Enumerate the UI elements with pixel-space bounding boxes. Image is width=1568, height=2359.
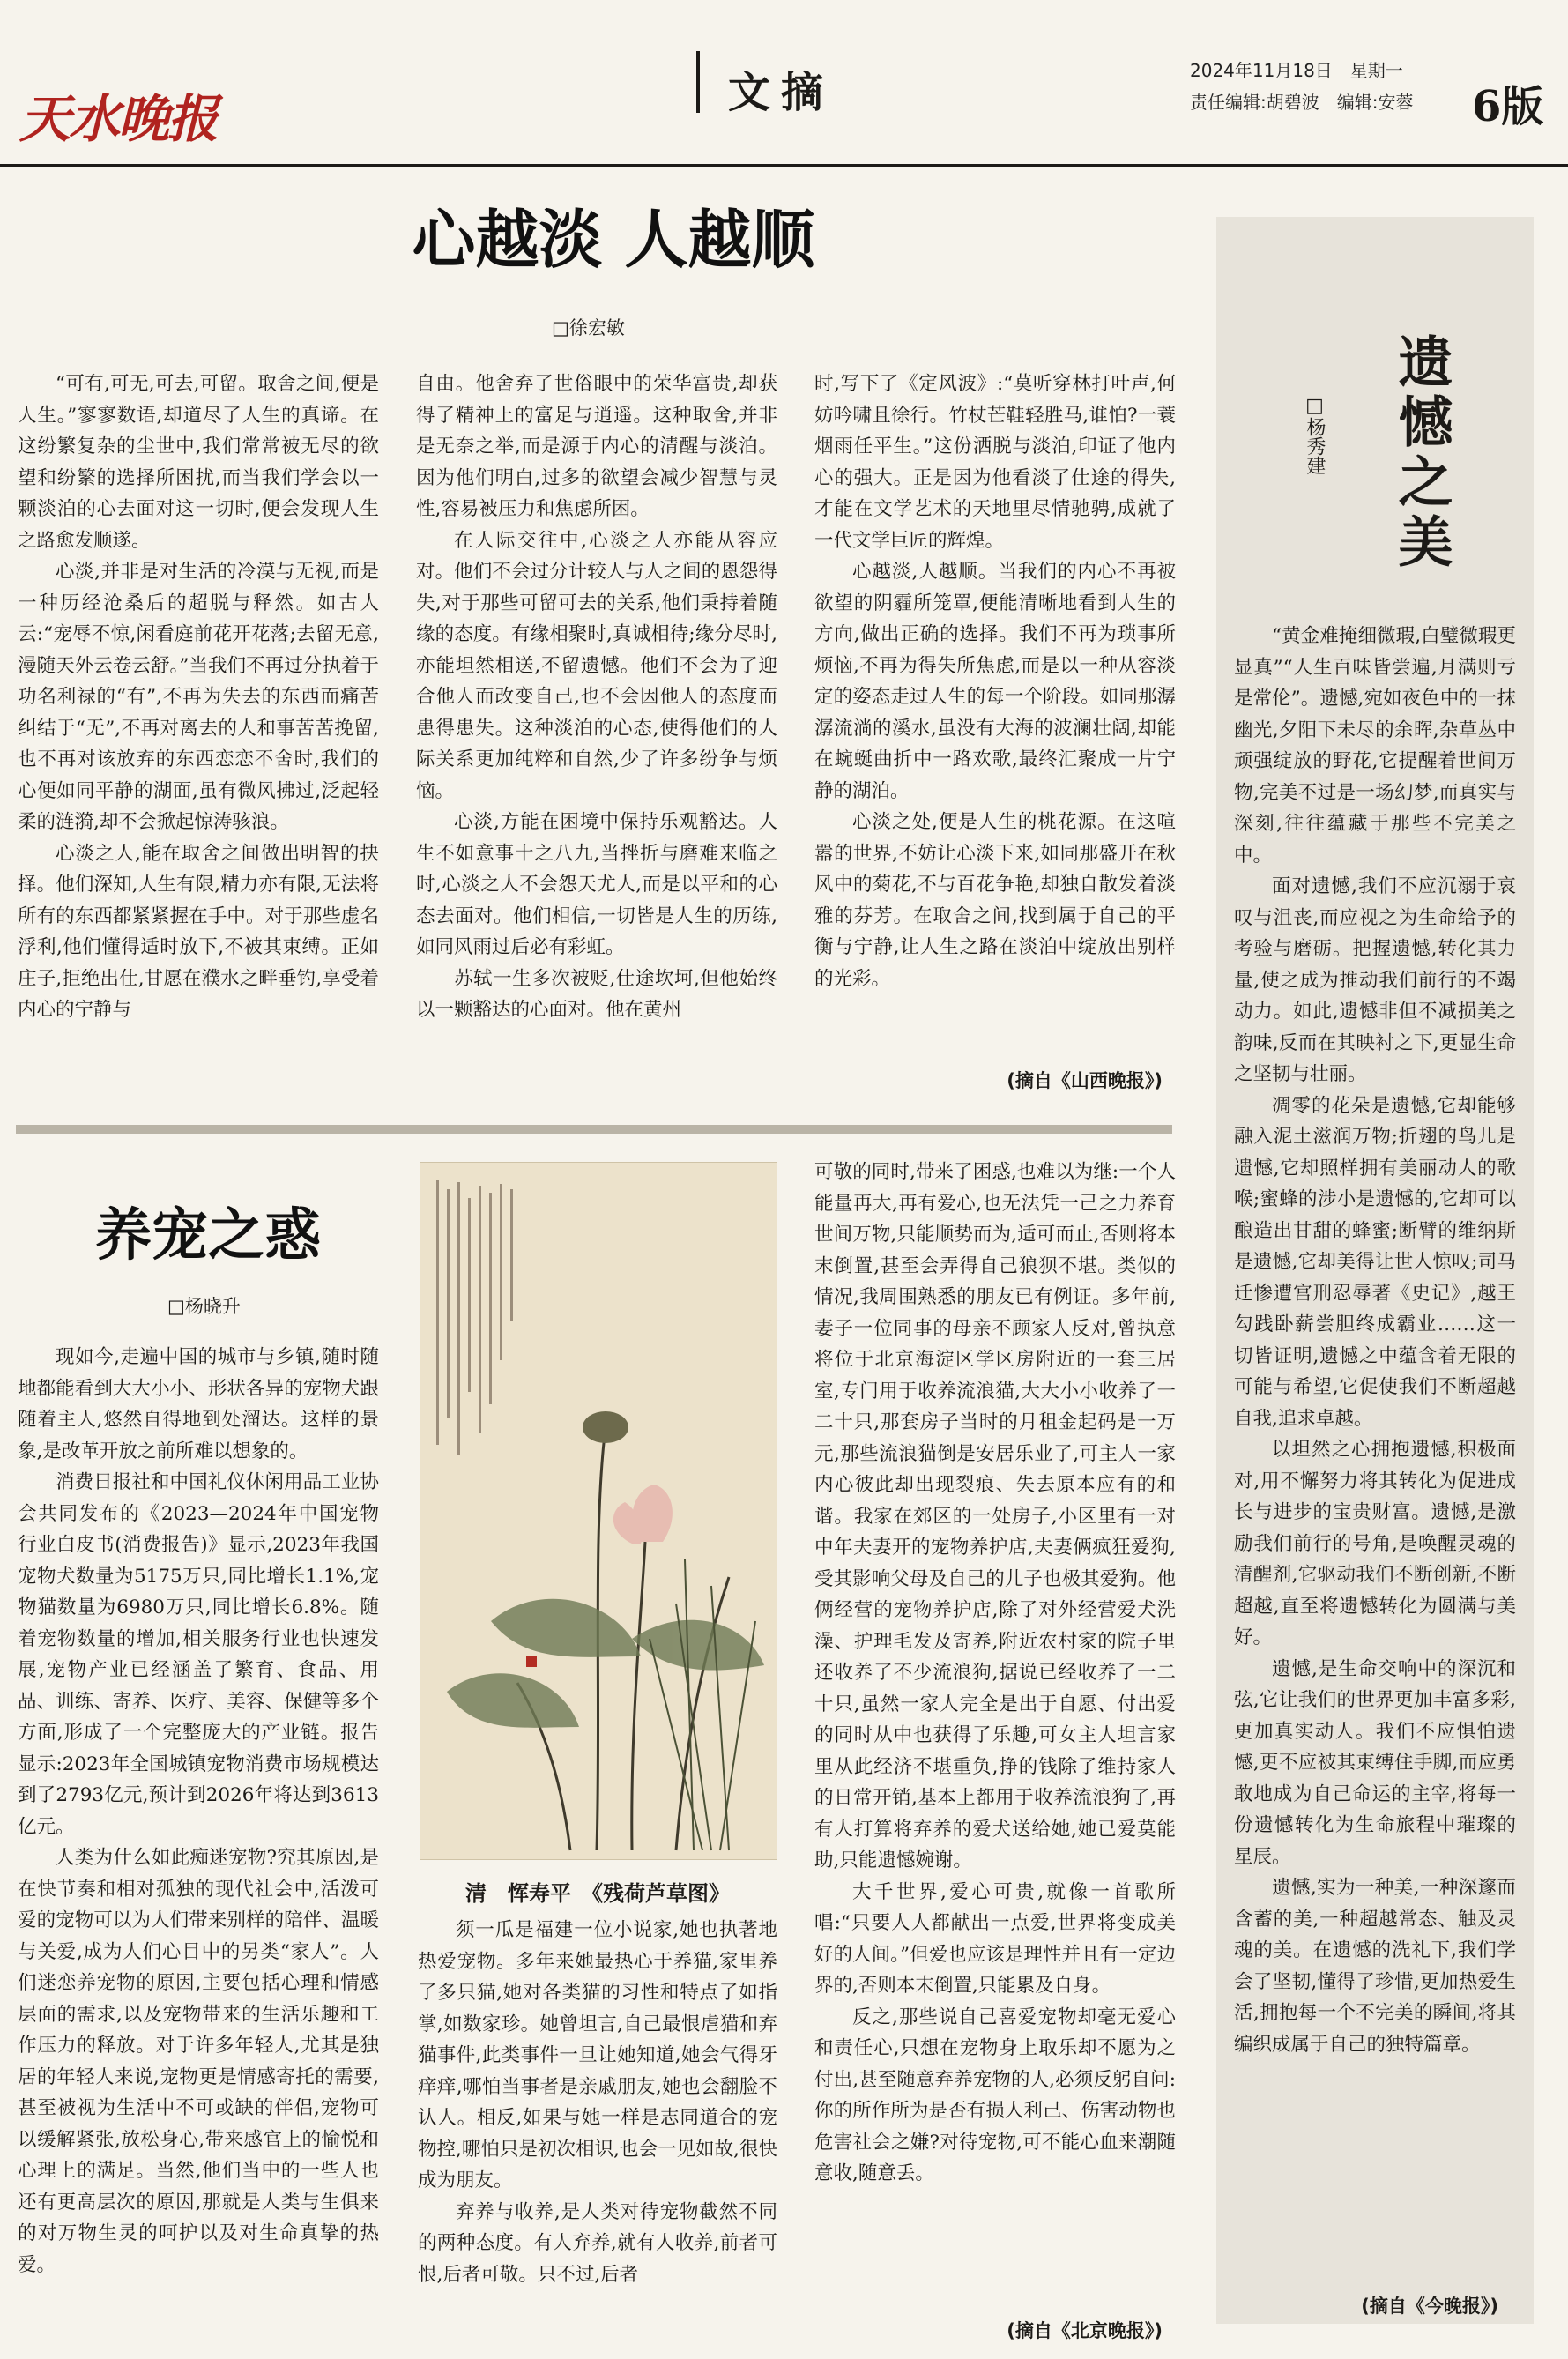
- article1-column-3: [814, 368, 1176, 994]
- paragraph: 须一瓜是福建一位小说家,她也执著地热爱宠物。多年来她最热心于养猫,家里养了多只猫,她对各类猫的习性和特点了如指掌,如数家珍。她曾坦言,自己最恨虐猫和弃猫事件,此类事件一旦让她知道,她会气得牙痒痒,哪怕当事者是亲戚朋友,她也会翻脸不认人。相反,如果与她一样是志同道合的宠物控,哪怕只是初次相识,也会一见如故,很快成为朋友。: [418, 1919, 777, 2192]
- paragraph: 以坦然之心拥抱遗憾,积极面对,用不懈努力将其转化为促进成长与进步的宝贵财富。遗憾,是激励我们前行的号角,是唤醒灵魂的清醒剂,它驱动我们不断创新,不断超越,直至将遗憾转化为圆满与美好。: [1234, 1439, 1516, 1648]
- painting-caption: 清 恽寿平 《残荷芦草图》: [465, 1881, 730, 1906]
- sidebar-author: □杨秀建: [1304, 395, 1326, 475]
- paragraph: 现如今,走遍中国的城市与乡镇,随时随地都能看到大大小小、形状各异的宠物犬跟随着主人,悠然自得地到处溜达。这样的景象,是改革开放之前所难以想象的。: [18, 1346, 379, 1462]
- article2-source: (摘自《北京晚报》): [1007, 2320, 1163, 2341]
- paragraph: 遗憾,实为一种美,一种深邃而含蓄的美,一种超越常态、触及灵魂的美。在遗憾的洗礼下,我们学会了坚韧,懂得了珍惜,更加热爱生活,拥抱每一个不完美的瞬间,将其编织成属于自己的独特篇章。: [1234, 1877, 1516, 2056]
- paragraph: 心淡,方能在困境中保持乐观豁达。人生不如意事十之八九,当挫折与磨难来临之时,心淡之人不会怨天尤人,而是以平和的心态去面对。他们相信,一切皆是人生的历练,如同风雨过后必有彩虹。: [416, 811, 777, 958]
- masthead-logo: 天水晚报: [19, 89, 218, 149]
- paragraph: “可有,可无,可去,可留。取舍之间,便是人生。”寥寥数语,却道尽了人生的真谛。在这纷繁复杂的尘世中,我们常常被无尽的欲望和纷繁的选择所困扰,而当我们学会以一颗淡泊的心去面对这一切时,便会发现人生之路愈发顺遂。: [18, 373, 379, 552]
- article1-column-1: [18, 368, 379, 1026]
- date-line: 2024年11月18日 星期一: [1190, 60, 1403, 81]
- paragraph: 弃养与收养,是人类对待宠物截然不同的两种态度。有人弃养,就有人收养,前者可恨,后者可敬。只不过,后者: [418, 2200, 777, 2286]
- paragraph: 面对遗憾,我们不应沉溺于哀叹与沮丧,而应视之为生命给予的考验与磨砺。把握遗憾,转化其力量,使之成为推动我们前行的不竭动力。如此,遗憾非但不减损美之韵味,反而在其映衬之下,更显生命之坚韧与壮丽。: [1234, 875, 1516, 1085]
- article2-author: □杨晓升: [167, 1296, 241, 1317]
- paragraph: 消费日报社和中国礼仪休闲用品工业协会共同发布的《2023—2024年中国宠物行业白皮书(消费报告)》显示,2023年我国宠物犬数量为5175万只,同比增长1.1%,宠物猫数量为6980万只,同比增长6.8%。随着宠物数量的增加,相关服务行业也快速发展,宠物产业已经涵盖了繁育、食品、用品、训练、寄养、医疗、美容、保健等多个方面,形成了一个完整庞大的产业链。报告显示:2023年全国城镇宠物消费市场规模达到了2793亿元,预计到2026年将达到3613亿元。: [18, 1471, 379, 1838]
- paragraph: 自由。他舍弃了世俗眼中的荣华富贵,却获得了精神上的富足与逍遥。这种取舍,并非是无奈之举,而是源于内心的清醒与淡泊。因为他们明白,过多的欲望会减少智慧与灵性,容易被压力和焦虑所困。: [416, 373, 777, 520]
- paragraph: 反之,那些说自己喜爱宠物却毫无爱心和责任心,只想在宠物身上取乐却不愿为之付出,甚至随意弃养宠物的人,必须反躬自问:你的所作所为是否有损人利己、伤害动物也危害社会之嫌?对待宠物,可不能心血来潮随意收,随意丢。: [814, 2006, 1176, 2184]
- editors-line: 责任编辑:胡碧波 编辑:安蓉: [1190, 92, 1414, 113]
- lotus-reeds-illustration: [420, 1163, 777, 1859]
- masthead-rule: [0, 164, 1568, 167]
- article1-author: □徐宏敏: [552, 317, 625, 339]
- paragraph: 心淡之处,便是人生的桃花源。在这喧嚣的世界,不妨让心淡下来,如同那盛开在秋风中的菊花,不与百花争艳,却独自散发着淡雅的芬芳。在取舍之间,找到属于自己的平衡与宁静,让人生之路在淡泊中绽放出别样的光彩。: [814, 811, 1176, 990]
- sidebar-column: [1234, 621, 1516, 2060]
- page-number: 6版: [1472, 82, 1544, 131]
- paragraph: 凋零的花朵是遗憾,它却能够融入泥土滋润万物;折翅的鸟儿是遗憾,它却照样拥有美丽动人的歌喉;蜜蜂的涉小是遗憾的,它却可以酿造出甘甜的蜂蜜;断臂的维纳斯是遗憾,它却美得让世人惊叹;司马迁惨遭宫刑忍辱著《史记》,越王勾践卧薪尝胆终成霸业……这一切皆证明,遗憾之中蕴含着无限的可能与希望,它促使我们不断超越自我,追求卓越。: [1234, 1094, 1516, 1430]
- section-title: 文摘: [728, 68, 835, 117]
- article1-column-2: [416, 368, 777, 1026]
- lotus-painting-image: [420, 1162, 777, 1860]
- sidebar-title: 遗憾之美: [1389, 333, 1453, 573]
- paragraph: 时,写下了《定风波》:“莫听穿林打叶声,何妨吟啸且徐行。竹杖芒鞋轻胜马,谁怕?一蓑烟雨任平生。”这份洒脱与淡泊,印证了他内心的强大。正是因为他看淡了仕途的得失,才能在文学艺术的天地里尽情驰骋,成就了一代文学巨匠的辉煌。: [814, 373, 1176, 552]
- paragraph: 遗憾,是生命交响中的深沉和弦,它让我们的世界更加丰富多彩,更加真实动人。我们不应惧怕遗憾,更不应被其束缚住手脚,而应勇敢地成为自己命运的主宰,将每一份遗憾转化为生命旅程中璀璨的星辰。: [1234, 1657, 1516, 1868]
- paragraph: 可敬的同时,带来了困惑,也难以为继:一个人能量再大,再有爱心,也无法凭一己之力养育世间万物,只能顺势而为,适可而止,否则将本末倒置,甚至会弄得自己狼狈不堪。类似的情况,我周围熟悉的朋友已有例证。多年前,妻子一位同事的母亲不顾家人反对,曾执意将位于北京海淀区学区房附近的一套三居室,专门用于收养流浪猫,大大小小收养了一二十只,那套房子当时的月租金起码是一万元,那些流浪猫倒是安居乐业了,可主人一家内心彼此却出现裂痕、失去原本应有的和谐。我家在郊区的一处房子,小区里有一对中年夫妻开的宠物养护店,夫妻俩疯狂爱狗,受其影响父母及自己的儿子也极其爱狗。他俩经营的宠物养护店,除了对外经营爱犬洗澡、护理毛发及寄养,附近农村家的院子里还收养了不少流浪狗,据说已经收养了一二十只,虽然一家人完全是出于自愿、付出爱的同时从中也获得了乐趣,可女主人坦言家里从此经济不堪重负,挣的钱除了维持家人的日常开销,基本上都用于收养流浪狗了,再有人打算将弃养的爱犬送给她,她已爱莫能助,只能遗憾婉谢。: [814, 1161, 1176, 1872]
- paragraph: 心淡,并非是对生活的冷漠与无视,而是一种历经沧桑后的超脱与释然。如古人云:“宠辱不惊,闲看庭前花开花落;去留无意,漫随天外云卷云舒。”当我们不再过分执着于功名利禄的“有”,不再为失去的东西而痛苦纠结于“无”,不再对离去的人和事苦苦挽留,也不再对该放弃的东西恋恋不舍时,我们的心便如同平静的湖面,虽有微风拂过,泛起轻柔的涟漪,却不会掀起惊涛骇浪。: [18, 561, 379, 833]
- paragraph: “黄金难掩细微瑕,白璧微瑕更显真”“人生百味皆尝遍,月满则亏是常伦”。遗憾,宛如夜色中的一抹幽光,夕阳下未尽的余晖,杂草丛中顽强绽放的野花,它提醒着世间万物,完美不过是一场幻梦,而真实与深刻,往往蕴藏于那些不完美之中。: [1234, 625, 1516, 867]
- seal-mark: [526, 1656, 537, 1667]
- article1-source: (摘自《山西晚报》): [1007, 1070, 1163, 1091]
- paragraph: 心越淡,人越顺。当我们的内心不再被欲望的阴霾所笼罩,便能清晰地看到人生的方向,做出正确的选择。我们不再为琐事所烦恼,不再为得失所焦虑,而是以一种从容淡定的姿态走过人生的每一个阶段。如同那潺潺流淌的溪水,虽没有大海的波澜壮阔,却能在蜿蜒曲折中一路欢歌,最终汇聚成一片宁静的湖泊。: [814, 561, 1176, 802]
- section-divider-bar: [16, 1125, 1172, 1134]
- paragraph: 大千世界,爱心可贵,就像一首歌所唱:“只要人人都献出一点爱,世界将变成美好的人间。”但爱也应该是理性并且有一定边界的,否则本末倒置,只能累及自身。: [814, 1880, 1176, 1997]
- paragraph: 人类为什么如此痴迷宠物?究其原因,是在快节奏和相对孤独的现代社会中,活泼可爱的宠物可以为人们带来别样的陪伴、温暖与关爱,成为人们心目中的另类“家人”。人们迷恋养宠物的原因,主要包括心理和情感层面的需求,以及宠物带来的生活乐趣和工作压力的释放。对于许多年轻人,尤其是独居的年轻人来说,宠物更是情感寄托的需要,甚至被视为生活中不可或缺的伴侣,宠物可以缓解紧张,放松身心,带来感官上的愉悦和心理上的满足。当然,他们当中的一些人也还有更高层次的原因,那就是人类与生俱来的对万物生灵的呵护以及对生命真挚的热爱。: [18, 1847, 379, 2276]
- article2-column-2: [418, 1915, 777, 2290]
- article2-title: 养宠之惑: [95, 1202, 321, 1269]
- article2-column-3: [814, 1157, 1176, 2190]
- article2-column-1: [18, 1342, 379, 2281]
- paragraph: 苏轼一生多次被贬,仕途坎坷,但他始终以一颗豁达的心面对。他在黄州: [416, 967, 777, 1021]
- sidebar-source: (摘自《今晚报》): [1361, 2296, 1498, 2317]
- paragraph: 心淡之人,能在取舍之间做出明智的抉择。他们深知,人生有限,精力亦有限,无法将所有的东西都紧紧握在手中。对于那些虚名浮利,他们懂得适时放下,不被其束缚。正如庄子,拒绝出仕,甘愿在濮水之畔垂钓,享受着内心的宁静与: [18, 842, 379, 1021]
- paragraph: 在人际交往中,心淡之人亦能从容应对。他们不会过分计较人与人之间的恩怨得失,对于那些可留可去的关系,他们秉持着随缘的态度。有缘相聚时,真诚相待;缘分尽时,亦能坦然相送,不留遗憾。他们不会为了迎合他人而改变自己,也不会因他人的态度而患得患失。这种淡泊的心态,使得他们的人际关系更加纯粹和自然,少了许多纷争与烦恼。: [416, 529, 777, 802]
- article1-title: 心越淡 人越顺: [412, 202, 815, 277]
